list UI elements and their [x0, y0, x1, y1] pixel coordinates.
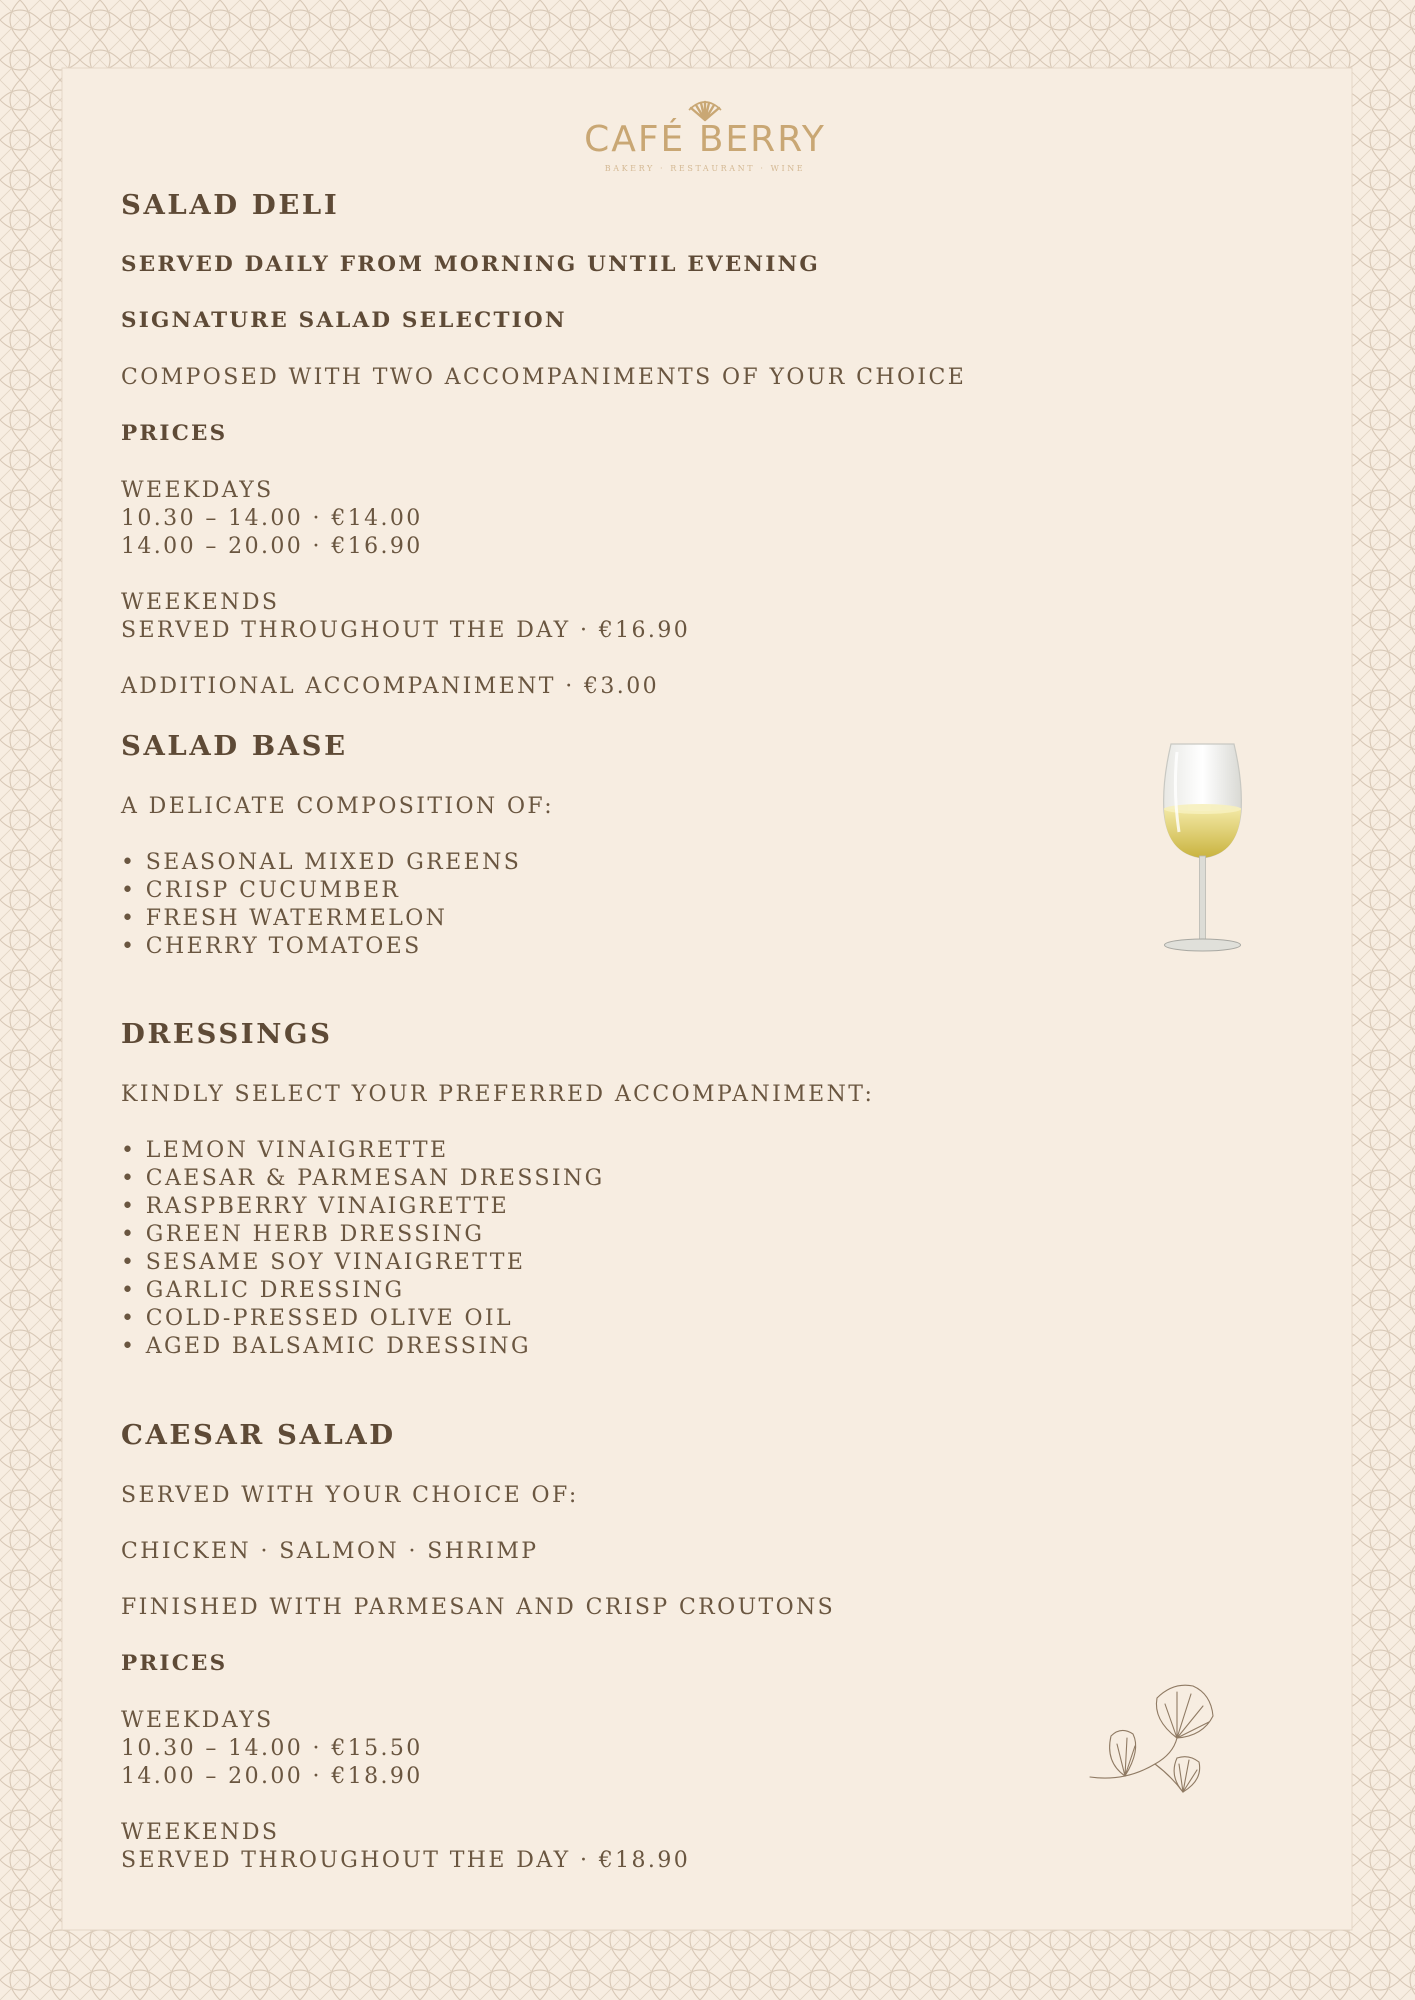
caesar-served-with: SERVED WITH YOUR CHOICE OF: [121, 1483, 579, 1508]
weekend-price: SERVED THROUGHOUT THE DAY · €16.90 [121, 618, 691, 643]
list-item: • CAESAR & PARMESAN DRESSING [121, 1166, 605, 1191]
prices-heading: PRICES [121, 1651, 228, 1676]
section-title-salad-base: SALAD BASE [121, 730, 348, 762]
list-item: • SESAME SOY VINAIGRETTE [121, 1250, 526, 1275]
wine-glass-icon [1155, 742, 1250, 954]
weekend-price: SERVED THROUGHOUT THE DAY · €18.90 [121, 1848, 691, 1873]
list-item: • RASPBERRY VINAIGRETTE [121, 1194, 510, 1219]
section-title-dressings: DRESSINGS [121, 1018, 333, 1050]
weekday-price: 14.00 – 20.00 · €16.90 [121, 534, 423, 559]
signature-selection-heading: SIGNATURE SALAD SELECTION [121, 308, 567, 333]
caesar-finished-note: FINISHED WITH PARMESAN AND CRISP CROUTONS [121, 1595, 836, 1620]
weekday-price: 10.30 – 14.00 · €15.50 [121, 1736, 423, 1761]
salad-base-intro: A DELICATE COMPOSITION OF: [121, 794, 555, 819]
prices-heading: PRICES [121, 421, 228, 446]
list-item: • CHERRY TOMATOES [121, 934, 422, 959]
list-item: • AGED BALSAMIC DRESSING [121, 1334, 531, 1359]
list-item: • COLD-PRESSED OLIVE OIL [121, 1306, 514, 1331]
ginkgo-leaves-icon [1085, 1680, 1225, 1810]
weekends-label: WEEKENDS [121, 590, 280, 615]
section-title-salad-deli: SALAD DELI [121, 189, 340, 221]
list-item: • CRISP CUCUMBER [121, 878, 401, 903]
dressings-intro: KINDLY SELECT YOUR PREFERRED ACCOMPANIMENT: [121, 1082, 875, 1107]
brand-tagline: BAKERY · RESTAURANT · WINE [604, 164, 806, 173]
list-item: • GARLIC DRESSING [121, 1278, 405, 1303]
weekday-price: 14.00 – 20.00 · €18.90 [121, 1764, 423, 1789]
brand-name: CAFÉ BERRY [584, 119, 826, 160]
composed-note: COMPOSED WITH TWO ACCOMPANIMENTS OF YOUR CHOICE [121, 365, 967, 390]
additional-accompaniment-price: ADDITIONAL ACCOMPANIMENT · €3.00 [121, 674, 659, 699]
list-item: • LEMON VINAIGRETTE [121, 1138, 449, 1163]
brand-logo [565, 100, 845, 173]
weekends-label: WEEKENDS [121, 1820, 280, 1845]
weekdays-label: WEEKDAYS [121, 1708, 274, 1733]
list-item: • SEASONAL MIXED GREENS [121, 850, 522, 875]
list-item: • GREEN HERB DRESSING [121, 1222, 485, 1247]
caesar-protein-choices: CHICKEN · SALMON · SHRIMP [121, 1539, 539, 1564]
list-item: • FRESH WATERMELON [121, 906, 448, 931]
served-daily-note: SERVED DAILY FROM MORNING UNTIL EVENING [121, 252, 820, 277]
weekday-price: 10.30 – 14.00 · €14.00 [121, 506, 423, 531]
section-title-caesar-salad: CAESAR SALAD [121, 1419, 396, 1451]
weekdays-label: WEEKDAYS [121, 478, 274, 503]
